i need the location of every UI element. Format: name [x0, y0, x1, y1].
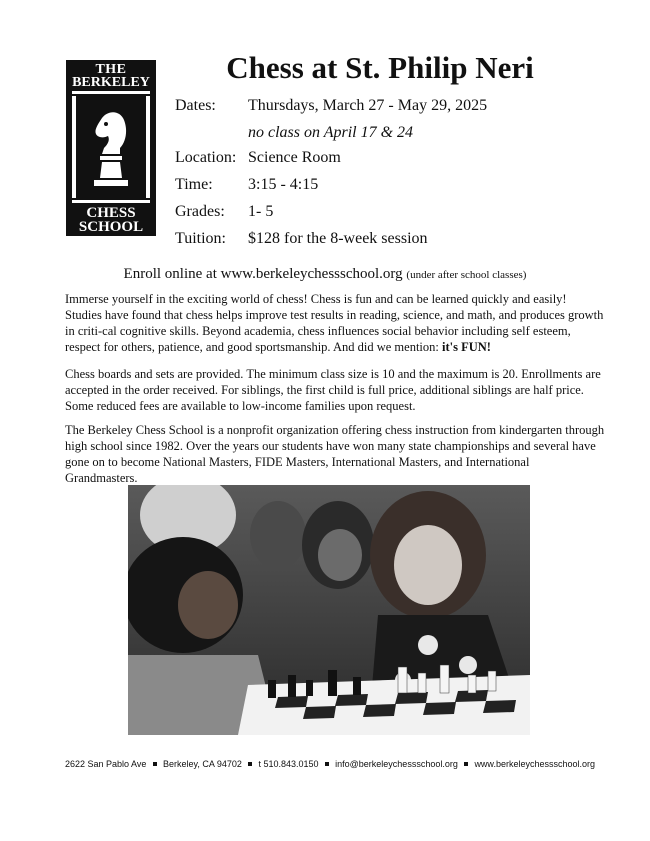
details-paragraph: Chess boards and sets are provided. The minimum class size is 10 and the maximum is 20. Enrollments are accepted in the order received. For siblings, the first child is full price, additional siblings are half price. Some reduced fees are available to low-income families upon request.: [65, 367, 601, 413]
grades-value: 1- 5: [248, 203, 274, 220]
logo-text-the: THE: [95, 62, 127, 77]
separator-square-icon: [248, 762, 252, 766]
intro-emphasis: it's FUN!: [442, 340, 491, 354]
dates-note: no class on April 17 & 24: [248, 124, 414, 141]
enroll-line: [0, 266, 650, 283]
children-playing-chess-photo: [128, 485, 530, 735]
contact-footer: [65, 759, 595, 769]
photo-illustration: [128, 485, 530, 735]
dates-label: Dates:: [175, 97, 216, 114]
logo-column-left: [72, 96, 76, 198]
time-label: Time:: [175, 176, 213, 193]
location-value: Science Room: [248, 149, 341, 166]
enroll-note: (under after school classes): [406, 269, 527, 281]
enroll-text[interactable]: Enroll online at www.berkeleychessschool.org: [123, 266, 403, 282]
time-value: 3:15 - 4:15: [248, 176, 319, 193]
logo-text-school: SCHOOL: [78, 219, 144, 235]
knight-icon: [90, 108, 132, 194]
separator-square-icon: [153, 762, 157, 766]
intro-paragraph: [65, 291, 605, 355]
dates-value: Thursdays, March 27 - May 29, 2025: [248, 97, 488, 114]
tuition-value: $128 for the 8-week session: [248, 230, 428, 247]
chessboard: [238, 675, 530, 735]
footer-city: Berkeley, CA 94702: [163, 759, 242, 769]
grades-label: Grades:: [175, 203, 225, 220]
logo-text-berkeley: BERKELEY: [72, 75, 150, 90]
location-label: Location:: [175, 149, 237, 166]
intro-text: Immerse yourself in the exciting world of chess! Chess is fun and can be learned quickly and easily! Studies have found that chess helps improve test results in reading, science, and math, and produces growth in criti-cal cognitive skills. Beyond academia, chess influences social behavior including self esteem, respect for others, patience, and good sportsmanship. And did we mention:: [65, 292, 604, 354]
footer-address: 2622 San Pablo Ave: [65, 759, 147, 769]
tuition-label: Tuition:: [175, 230, 226, 247]
separator-square-icon: [464, 762, 468, 766]
about-paragraph: The Berkeley Chess School is a nonprofit organization offering chess instruction from kindergarten through high school since 1982. Over the years our students have won many state championships and several have gone on to become National Masters, FIDE Masters, International Masters, and International Grandmasters.: [65, 423, 605, 485]
logo-rule-top: [72, 91, 150, 94]
logo-column-right: [146, 96, 150, 198]
berkeley-chess-school-logo: [66, 60, 156, 236]
separator-square-icon: [325, 762, 329, 766]
page-title: Chess at St. Philip Neri: [226, 50, 534, 85]
footer-email[interactable]: info@berkeleychessschool.org: [335, 759, 458, 769]
logo-rule-bottom: [72, 200, 150, 203]
footer-website[interactable]: www.berkeleychessschool.org: [474, 759, 595, 769]
logo-text-chess: CHESS: [86, 205, 136, 221]
footer-phone: t 510.843.0150: [258, 759, 319, 769]
